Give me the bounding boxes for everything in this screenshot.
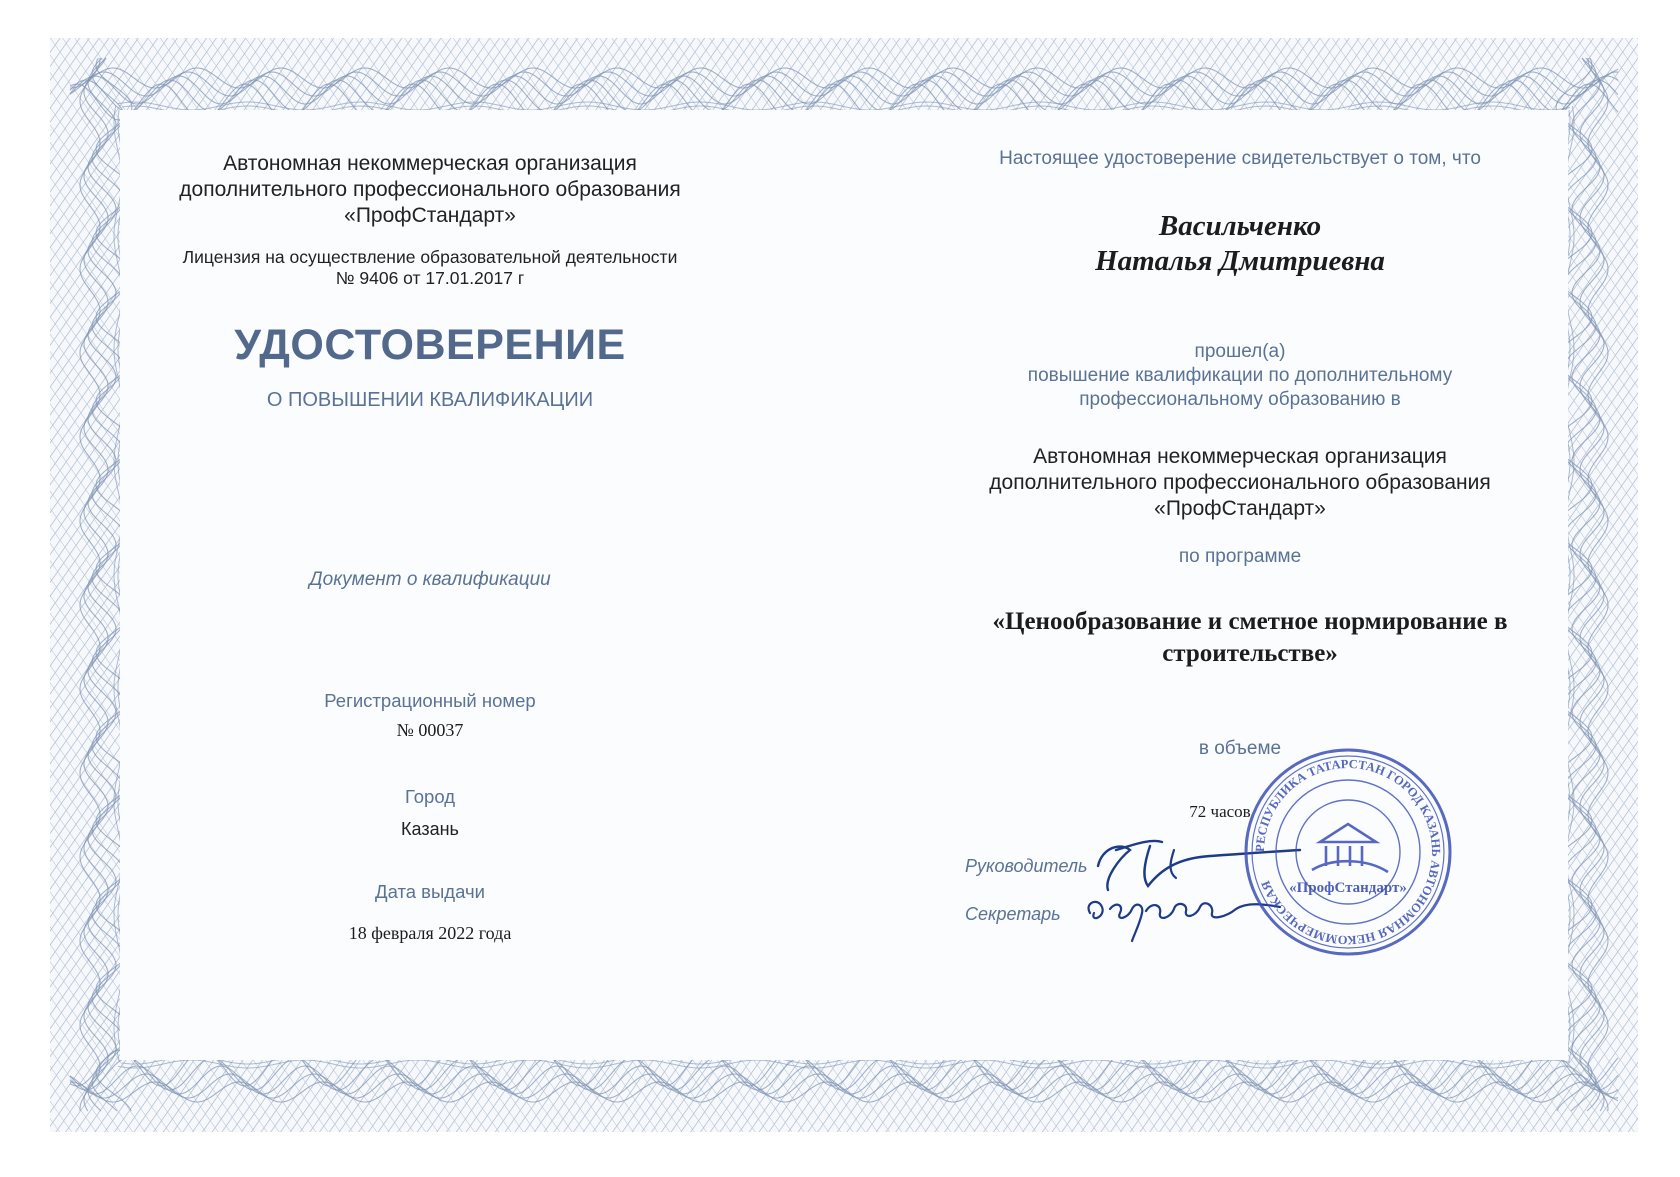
intro-text: Настоящее удостоверение свидетельствует о том, что	[999, 148, 1481, 169]
head-label: Руководитель	[965, 856, 1088, 876]
city-label: Город	[404, 786, 456, 807]
svg-text:РЕСПУБЛИКА ТАТАРСТАН ГОРОД КАЗ	[1253, 757, 1443, 947]
hours-value: 72 часов	[1189, 802, 1251, 821]
passed-line1: прошел(а)	[1194, 341, 1286, 362]
left-org-line2: дополнительного профессионального образования	[179, 178, 681, 201]
right-org-line1: Автономная некоммерческая организация	[1033, 445, 1447, 468]
city-value: Казань	[401, 819, 459, 839]
license-line1: Лицензия на осуществление образовательной деятельности	[182, 247, 678, 267]
reg-number-label: Регистрационный номер	[324, 690, 536, 711]
holder-given-names: Наталья Дмитриевна	[1095, 245, 1385, 277]
license-line2: № 9406 от 17.01.2017 г	[335, 268, 525, 288]
issue-date-label: Дата выдачи	[375, 881, 485, 902]
holder-surname: Васильченко	[1158, 210, 1322, 242]
program-label: по программе	[1178, 546, 1302, 567]
document-title: УДОСТОВЕРЕНИЕ	[234, 321, 626, 369]
volume-label: в объеме	[1198, 738, 1282, 759]
issue-date: 18 февраля 2022 года	[348, 923, 512, 943]
right-org-line3: «ПрофСтандарт»	[1154, 497, 1326, 520]
right-org-line2: дополнительного профессионального образования	[989, 471, 1491, 494]
document-subtitle: О ПОВЫШЕНИИ КВАЛИФИКАЦИИ	[266, 389, 594, 411]
certificate	[50, 38, 1638, 1132]
program-name-line2: строительстве»	[1162, 640, 1338, 667]
reg-number: № 00037	[396, 720, 464, 740]
secretary-label: Секретарь	[965, 904, 1061, 924]
document-type: Документ о квалификации	[309, 569, 551, 590]
stamp-outer-text: РЕСПУБЛИКА ТАТАРСТАН ГОРОД КАЗАНЬ АВТОНОМНАЯ НЕКОММЕРЧЕСКАЯ	[1252, 756, 1444, 948]
passed-line3: профессиональному образованию в	[1079, 389, 1401, 410]
program-name-line1: «Ценообразование и сметное нормирование в	[992, 608, 1508, 635]
passed-line2: повышение квалификации по дополнительному	[1027, 365, 1453, 386]
left-org-line3: «ПрофСтандарт»	[344, 204, 516, 227]
stamp-center-text: «ПрофСтандарт»	[1289, 880, 1407, 896]
organization-stamp	[1242, 746, 1454, 958]
left-org-line1: Автономная некоммерческая организация	[223, 152, 637, 175]
